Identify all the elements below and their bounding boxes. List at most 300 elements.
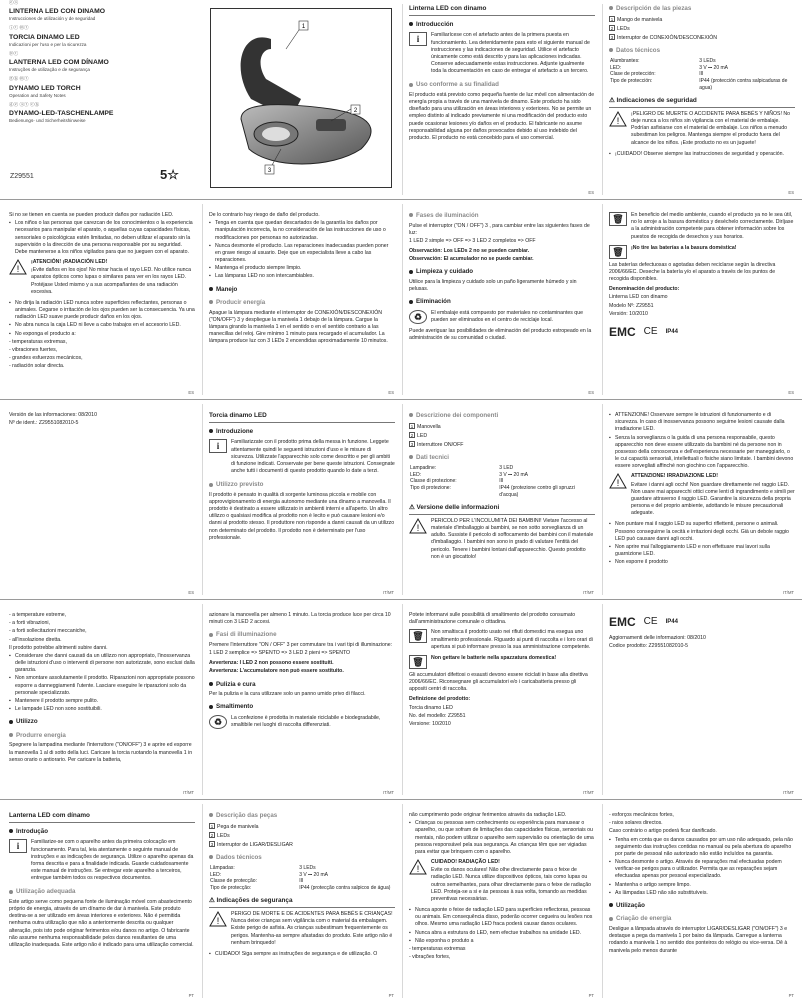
it-version-line: Aggiornamenti delle informazioni: 08/2010 [609, 634, 706, 641]
es-operation-column [204, 200, 400, 399]
table-row [209, 885, 395, 892]
it-led-warn-title: ATTENZIONE! IRRADIAZIONE LED! [631, 473, 718, 480]
cover-title-it: TORCIA DINAMO LED [9, 33, 80, 41]
pt-seg-heading-text: Indicações de segurança [216, 897, 293, 905]
it-tec-heading [409, 454, 595, 463]
part-number-box: 2 [410, 432, 414, 438]
table-row [409, 478, 595, 485]
page-lang-tag: ES [188, 590, 194, 596]
it-disp-top: Potete informarvi sulle possibilità di smaltimento del prodotto consumato dall'amministrazione comunale o cittadina. [409, 612, 576, 626]
pt-usage-bullet: ▪ Nunca desmonte o artigo. Através de reparações mal efectuadas podem verificar-se perigos para o utilizador. Permita que as reparações sejam efectuadas apenas por pessoal especializado. [609, 859, 795, 881]
page-lang-tag: IT/MT [783, 590, 794, 596]
es-op-bullet: ▪ Mantenga el producto siempre limpio. [209, 265, 395, 272]
es-led-warn-text: ¡Evite daños en los ojos! No mirar hacia el rayo LED. No utilice nunca aparatos ópticos como lupas o similares para ver en los rayos LED. Protéjase Usted mismo y a sus acompañantes de una radiación excesiva. [31, 267, 192, 295]
it-safety-column [604, 400, 800, 599]
es-den-title: Denominación del producto: [609, 286, 680, 293]
it-led-warn [609, 473, 795, 518]
bullet-dot-icon [409, 270, 413, 274]
pt-tec-heading-text: Dados técnicos [216, 854, 262, 862]
part-label: LED [417, 432, 428, 439]
exposure-item: - vibrações fortes, [409, 954, 451, 961]
cert-marks [609, 324, 795, 341]
it-avv-1: Avvertenza: I LED 2 non possono essere sostituiti. [209, 660, 334, 667]
page-lang-tag: IT/MT [383, 790, 394, 796]
it-safety-bullet: ▪ ATTENZIONE! Osservare sempre le istruzioni di funzionamento e di sicurezza. In caso di inosservanza possono seguirne lesioni causate dalla irradiazione LED. [609, 412, 795, 434]
pt-safety-bullet: ▪ Nunca aponte o feixe de radiação LED para superfícies reflectoras, pessoas ou animais. Em consequência disso, poderão ocorrer cegueira ou lesões nos olhos. Mesmo uma radiação LED fraca poderá causar danos oculares. [409, 907, 595, 929]
pt-led-warn-body [431, 859, 595, 904]
tech-key: Tipo di protezione: [410, 485, 451, 492]
it-fasi-heading [209, 631, 395, 640]
es-limp-heading [409, 268, 595, 277]
es-desc-heading [609, 5, 795, 14]
it-parts-column [404, 400, 600, 599]
pt-usage-bullet: ▪ As lâmpadas LED não são substituíveis. [609, 890, 795, 897]
es-op-bullet: ▪ Las lámparas LED no son intercambiables. [209, 273, 395, 280]
exposure-item: - grandes esfuerzos mecánicos, [9, 355, 83, 362]
pt-caution-text: ▪ CUIDADO! Siga sempre as instruções de segurança e de utilização. O [209, 951, 395, 958]
es-op-bullet: ▪ Nunca desmonte el producto. Las reparaciones inadecuadas pueden poner en grave riesgo al usuario. Deje que un especialista lleve a cabo las reparaciones. [209, 243, 395, 265]
it-inf-heading [409, 504, 595, 515]
bullet-dot-icon [409, 300, 413, 304]
column-divider [402, 4, 403, 195]
it-uso-text: Il prodotto è pensato in qualità di sorgente luminosa piccola e mobile con approvvigionamento di energia autonomo mediante una dinamo a manovella. Il prodotto è destinato a essere utilizzato in ambienti interni e all'aperto. Un altro utilizzo o qualsiasi modifica al prodotto non è lecito e può causare lesioni e/o danni al prodotto stesso. Il produttore non risponde a danni causati da un utilizzo non determinato del prodotto. Il prodotto non è determinato per l'uso professionale. [209, 491, 395, 541]
it-tech-table [409, 465, 595, 499]
info-book-icon: i [209, 439, 227, 453]
table-row [609, 58, 795, 65]
svg-text:!: ! [16, 264, 20, 275]
bullet-dot-icon [209, 429, 213, 433]
es-env-box [609, 212, 795, 242]
it-uti-heading [9, 718, 195, 727]
part-label: Manovella [417, 423, 441, 430]
pt-safety-top: não cumprimento pode originar ferimentos através da radiação LED. [409, 812, 567, 818]
bullet-dot-icon [9, 890, 13, 894]
tech-value: 3 V ⎓ 20 mA [699, 64, 728, 71]
it-prod-heading-text: Produrre energia [16, 731, 66, 739]
cover-sub-es: Instrucciones de utilización y de seguridad [9, 16, 96, 22]
dynamo-torch-drawing [211, 9, 391, 187]
it-pul-text: Per la pulizia e la cura utilizzare solo un panno umido privo di filacci. [209, 691, 366, 698]
recycle-icon: ♻ [209, 715, 227, 729]
page-lang-tag: PT [188, 993, 194, 999]
crossed-bin-icon: 🗑 [409, 655, 427, 669]
es-parts-column [604, 0, 800, 199]
tech-key: Tipo de protecção: [210, 885, 252, 892]
info-book-icon: i [409, 32, 427, 46]
es-tech-table [609, 58, 795, 92]
it-intro-heading-text: Introduzione [216, 427, 254, 435]
crossed-bin-icon: 🗑 [609, 212, 627, 226]
bullet-dot-icon [209, 705, 213, 709]
es-fases-heading [409, 212, 595, 221]
pt-warn-box [209, 911, 395, 948]
it-prod-text: Spegnere la lampadina mediante l'interruttore ("ON/OFF") 3 e aprire ed esporre la manovella 1 al di sotto della luci. Caricare la torcia ruotando la manovella 1 in senso orario o antiorario. Per caricare la batteria, [9, 742, 193, 763]
warning-triangle-icon: ⚠ [409, 504, 417, 512]
part-row [209, 832, 395, 840]
part-row [209, 823, 395, 831]
es-limp-text: Utilice para la limpieza y cuidado solo un paño ligeramente húmedo y sin pelusas. [409, 278, 577, 293]
column-divider [402, 404, 403, 595]
page-lang-tag: ES [588, 190, 594, 196]
part-number-box: 1 [410, 423, 414, 429]
it-tec-heading-text: Dati tecnici [416, 454, 450, 462]
bullet-dot-icon [209, 633, 213, 637]
column-divider [202, 604, 203, 795]
tech-key: Alumbrantes: [610, 57, 640, 64]
column-divider [602, 204, 603, 395]
page-lang-tag: IT/MT [183, 790, 194, 796]
pt-manual-title: Lanterna LED com dínamo [9, 812, 195, 823]
pt-intro-heading-text: Introdução [16, 827, 48, 835]
page-lang-tag: PT [788, 993, 794, 999]
es-desc-heading-text: Descripción de las piezas [616, 5, 692, 12]
cover-title-de: DYNAMO-LED-TASCHENLAMPE [9, 110, 114, 118]
star-burst-icon: ☆ [167, 167, 179, 182]
table-row [209, 872, 395, 879]
page-row-4 [0, 600, 802, 800]
table-row [609, 71, 795, 78]
it-desc-heading-text: Descrizione dei componenti [416, 412, 499, 419]
pt-seg-heading [209, 897, 395, 908]
bullet-dot-icon [409, 455, 413, 459]
exposure-item: - a temperature estreme, [9, 612, 67, 618]
it-exposure-tail: Il prodotto potrebbe altrimenti subire danni. [9, 644, 108, 651]
page-row-3 [0, 400, 802, 600]
it-intro-heading [209, 428, 395, 437]
es-elim-heading-text: Eliminación [416, 298, 451, 306]
it-bat-text: Gli accumulatori difettosi o esausti devono essere riciclati in base alla direttiva 2006/66/EC. Riconsegnare gli accumulatori e/o i caricabatteria presso gli appositi centri di raccolta. [409, 671, 588, 693]
pt-tech-table [209, 865, 395, 893]
tech-value: 3 V ⎓ 20 mA [299, 871, 328, 878]
it-fasi-heading-text: Fasi di illuminazione [216, 631, 277, 639]
bullet-dot-icon [409, 22, 413, 26]
cert-marks [609, 614, 795, 631]
page-lang-tag: IT/MT [783, 790, 794, 796]
pt-cri-text: Desligue a lâmpada através do interruptor LIGAR/DESLIGAR ("ON/OFF") 3 e destaque a pega da manivela 1 por baixo da lâmpada. Carregue a lanterna rodando a manivela 1 no sentido dos ponteiros do relógio ou vice-versa. Dê à manivela pelo menos durante [609, 925, 788, 954]
svg-text:!: ! [416, 522, 420, 533]
it-manual-title: Torcia dinamo LED [209, 412, 395, 423]
page-five-number: 5 [160, 167, 168, 182]
es-den-line: Modelo Nº: Z29551 [609, 302, 654, 309]
pt-cri-heading-text: Criação de energia [616, 915, 672, 923]
warning-triangle-icon [609, 473, 627, 489]
es-den-line: Linterna LED con dinamo [609, 294, 668, 301]
page-row-1 [0, 0, 802, 200]
callout-1-label: 1 [301, 24, 306, 30]
it-safety-bullet: ▪ Non aprire mai l'alloggiamento LED e non effettuare mai lavori sulla guarnizione LED. [609, 544, 795, 558]
page-lang-tag: ES [788, 390, 794, 396]
column-divider [602, 4, 603, 195]
es-fases-heading-text: Fases de iluminación [416, 212, 479, 219]
it-safety-bullet: ▪ Senza la sorveglianza o la guida di una persona responsabile, questo apparecchio non deve essere utilizzato da bambini né da persone non in possesso della conoscenza e dell'esperienza necessarie per maneggiarlo, o le cui capacità sensoriali, intellettuali o fisiche siano limitate. I bambini devono essere sorvegliati affinché non giochino con l'apparecchio. [609, 435, 795, 471]
page-lang-tag: ES [388, 390, 394, 396]
it-usage-column [4, 600, 200, 799]
es-tec-heading-text: Datos técnicos [616, 47, 661, 55]
es-led-warn-body [31, 259, 195, 297]
pt-led-warn-text: Evite os danos oculares! Não olhe directamente para o feixe de radiação LED. Nunca utilize dispositivos ópticos, tais como lupas ou outros semelhantes, para olhar directamente para o feixe de radiação LED. Proteja-se a si e às pessoas à sua volta, tomando as medidas preventivas necessárias. [431, 867, 592, 902]
tech-value: 3 LEDs [299, 864, 316, 871]
column-divider [602, 604, 603, 795]
page-lang-tag: IT/MT [383, 590, 394, 596]
info-book-icon: i [9, 839, 27, 853]
it-led-warn-body [631, 473, 795, 518]
page-lang-tag: ES [588, 390, 594, 396]
part-label: Interruptor de CONEXIÓN/DESCONEXIÓN [617, 34, 718, 41]
cover-title-es: LINTERNA LED CON DINAMO [9, 8, 106, 16]
pt-intro-text: Familiarize-se com o aparelho antes da primeira colocação em funcionamento. Para tal, leia atentamente o seguinte manual de instruções e as indicações de segurança. Utilize o aparelho apenas da forma descrita e para a finalidade indicada. Guarde cuidadosamente este manual de instruções. Se entregar este aparelho a terceiros, entregue também todos os respectivos documentos. [31, 839, 194, 882]
es-warn-text: ¡PELIGRO DE MUERTE O ACCIDENTE PARA BEBÉS Y NIÑOS! No deje nunca a los niños sin vigilancia con el material de embalaje. Podrían asfixiarse con el material de embalaje. Los niños a menudo subestiman los peligros. Mantenga siempre el producto fuera del alcance de los niños. ¡Este producto no es un juguete! [631, 110, 791, 146]
part-number-box: 2 [610, 25, 614, 31]
es-caution-text: ▪ ¡CUIDADO! Observe siempre las instrucciones de seguridad y operación. [609, 151, 795, 158]
it-disposal-column [404, 600, 600, 799]
it-den-line: No. del modello: Z29551 [409, 712, 466, 719]
warning-triangle-icon: ⚠ [609, 97, 617, 105]
page-lang-tag: IT/MT [583, 590, 594, 596]
es-elim-extra: Puede averiguar las posibilidades de eliminación del producto estropeado en la administración de su comunidad o ciudad. [409, 328, 592, 342]
lang-icons-de: ⓓⓔ ⓐⓣ ⓒⓗ [9, 101, 40, 107]
bullet-dot-icon [409, 213, 413, 217]
es-uso-text: El producto está previsto como pequeña fuente de luz móvil con alimentación de energía propia a través de una manivela de dinamo. Este producto ha sido diseñado para una utilización en áreas interiores y exteriores. No se permite un empleo distinto al indicado previamente ni una modificación del producto esto puede ocasionar lesiones y/o daños en el producto. El fabricante no asume responsabilidad alguna por daños provocados debido al uso indebido del producto. El producto no está concebido para el uso comercial. [409, 91, 595, 141]
es-limp-heading-text: Limpieza y cuidado [416, 268, 474, 276]
it-den-line: Torcia dinamo LED [409, 704, 453, 711]
part-label: LEDs [217, 832, 230, 839]
table-row [409, 485, 595, 499]
tech-key: Tipo de protección: [610, 78, 653, 85]
es-safety-bullet: ▪ No dirija la radiación LED nunca sobre superficies reflectantes, personas o animales. Cegarse o irritación de los ojos pueden ser la consecuencia. Ya una radiación LED suave puede producir daños en los ojos. [9, 300, 195, 322]
pt-parts-column [204, 800, 400, 1002]
it-fasi-text: Premere l'interruttore "ON / OFF" 3 per commutare tra i vari tipi di illuminazione: [209, 641, 393, 648]
tech-key: Lampadine: [410, 464, 437, 471]
column-divider [202, 804, 203, 998]
pt-intro-heading [9, 828, 195, 837]
es-prod-heading [209, 299, 395, 308]
es-warn-box [609, 111, 795, 148]
it-den-title: Definizione del prodotto: [409, 696, 471, 703]
callout-3-label: 3 [267, 168, 272, 174]
cover-title-gb: DYNAMO LED TORCH [9, 84, 81, 92]
pt-uti-text: Este artigo serve como pequena fonte de iluminação móvel com abastecimento próprio de energia, através de um dínamo de dar à manivela. Este produto destina-se a ser utilizado em áreas interiores e exteriores. Não é permitida nenhuma outra utilização que não a anteriormente descrita ou qualquer alteração, pois isto pode originar ferimentos e/ou danos no artigo. O fabricante não assume nenhuma responsabilidade pelos danos resultantes de uma utilização inadequada. Este artigo não é indicado para uma utilização comercial. [9, 898, 194, 948]
page-lang-tag: ES [788, 190, 794, 196]
es-bat-box [609, 245, 795, 259]
part-row [409, 441, 595, 449]
exposure-item: - all'insolazione diretta. [9, 636, 62, 643]
pt-safety-bullet: ▪ Crianças ou pessoas sem conhecimento ou experiência para manusear o aparelho, ou que sofram de limitações das capacidades físicas, sensoriais ou mentais, não podem utilizar o aparelho sem supervisão ou orientação de uma pessoa responsável pela sua segurança. As crianças têm que ser vigiadas para evitar que brinquem com o aparelho. [409, 820, 595, 856]
svg-text:!: ! [616, 115, 620, 126]
tech-key: Lâmpadas: [210, 864, 235, 871]
lang-icons-it: ⓘⓣ ⓜⓣ [9, 25, 29, 31]
ip-rating: IP44 [665, 619, 678, 626]
cover-title-pt: LANTERNA LED COM DÍNAMO [9, 59, 109, 67]
emc-mark: EMC [609, 615, 636, 629]
part-number-box: 3 [610, 34, 614, 40]
it-safety-bullet: ▪ Non esporre il prodotto [609, 559, 795, 566]
it-led-warn-text: Evitare i danni agli occhi! Non guardare direttamente nel raggio LED. Non usare mai apparecchi ottici come lenti di ingrandimento e simili per guardare attraverso il raggio LED. Garantire la sicurezza della propria persona e del proprio ambiente, adottando le misure precauzionali adeguate. [631, 481, 795, 517]
tech-key: LED: [610, 64, 622, 71]
bullet-dot-icon [409, 83, 413, 87]
table-row [609, 78, 795, 92]
bullet-dot-icon [609, 6, 613, 10]
part-label: Interruttore ON/OFF [417, 441, 464, 448]
table-row [209, 865, 395, 872]
page-lang-tag: PT [588, 993, 594, 999]
pt-warn-text: PERIGO DE MORTE E DE ACIDENTES PARA BEBÉS E CRIANÇAS! Nunca deixe crianças sem vigilância com o material da embalagem. Existe perigo de asfixia. As crianças subestimam frequentemente os perigos. Mantenha-as sempre afastadas do produto. Este artigo não é nenhum brinquedo! [231, 911, 393, 946]
es-safety-bullet: ▪ No exponga el producto a: [9, 331, 195, 338]
table-row [209, 878, 395, 885]
it-usage-bullet: ▪ Non smontare assolutamente il prodotto. Riparazioni non appropriate possono esporre a danneggiamenti l'utente. Lasciare eseguire le riparazioni solo da personale specializzato. [9, 675, 195, 697]
es-intro-heading [409, 21, 595, 30]
column-divider [402, 804, 403, 998]
es-prod-heading-text: Producir energía [216, 299, 266, 307]
it-usage-bullet: ▪ Considerare che danni causati da un utilizzo non appropriato, l'inosservanza delle istruzioni d'uso o interventi di persone non autorizzate, sono esclusi dalla garanzia. [9, 653, 195, 675]
bullet-dot-icon [9, 720, 13, 724]
tech-value: 3 LED [499, 464, 514, 471]
bullet-dot-icon [609, 903, 613, 907]
pt-led-warn-title: CUIDADO! RADIAÇÃO LED! [431, 859, 500, 866]
it-usage-bullet: ▪ Le lampade LED non sono sostituibili. [9, 706, 195, 713]
part-label: Mango de manivela [617, 16, 663, 23]
it-intro-text: Familiarizzate con il prodotto prima della messa in funzione. Leggete attentamente quindi le seguenti istruzioni d'uso e le misure di sicurezza. Utilizzate l'apparecchio solo come descritto e per gli ambiti di funzione indicati. Conservate per bene queste istruzioni. Consegnate anche tutti i documenti di questo prodotto quando lo date a terzi. [231, 439, 395, 475]
part-number-box: 2 [210, 832, 214, 838]
exposure-item: - vibraciones fuertes, [9, 346, 58, 353]
exposure-item: - esforços mecânicos fortes, [609, 812, 674, 818]
it-env-box [409, 629, 595, 652]
part-label: LEDs [617, 25, 630, 32]
it-intro-column [204, 400, 400, 599]
it-sma-heading-text: Smaltimento [216, 703, 254, 711]
pt-tec-heading [209, 854, 395, 863]
exposure-item: - a forti vibrazioni, [9, 620, 50, 627]
column-divider [202, 404, 203, 595]
page-lang-tag: ES [188, 390, 194, 396]
it-version-column [604, 600, 800, 799]
es-safety-line: Si no se tienen en cuenta se pueden producir daños por radiación LED. [9, 212, 174, 218]
it-inf-heading-text: Versione delle informazioni [416, 504, 500, 512]
bullet-dot-icon [9, 733, 13, 737]
es-env-text: En beneficio del medio ambiente, cuando el producto ya no le sea útil, no lo arroje a la basura doméstica y deséchelo correctamente. Diríjase a la administración competente para obtener información sobre los puestos de recogida de desechos y sus horarios. [631, 212, 794, 240]
tech-key: LED: [410, 471, 422, 478]
es-manejo-heading-text: Manejo [216, 285, 238, 293]
es-led-warn [9, 259, 195, 297]
it-warn-text: PERICOLO PER L'INCOLUMITÀ DEI BAMBINI! Vietare l'accesso al materiale d'imballaggio ai bambini, se non sotto sorveglianza di un adulto. Sussiste il pericolo di soffocamento dei bambini con il materiale d'imballaggio. I bambini non sono in grado di valutare l'entità del pericolo. Tenere i bambini lontani dall'apparecchio. Questo prodotto non è un giocattolo! [431, 517, 594, 560]
ip-rating: IP44 [665, 329, 678, 336]
bullet-dot-icon [209, 287, 213, 291]
pt-safety-bullet: ▪ Nunca abra a estrutura do LED, nem efectue trabalhos na unidade LED. [409, 930, 595, 937]
es-version-column [4, 400, 200, 599]
page-row-2 [0, 200, 802, 400]
es-bat-title: ¡No tire las baterías a la basura doméstica! [631, 244, 737, 251]
it-env-text: Non smaltisca il prodotto usato nei rifiuti domestici ma esegua uno smaltimento professionale. Riguardo ai punti di raccolta e i loro orari di apertura si può informare presso la sua amministrazione competente. [431, 629, 593, 650]
es-intro-box [409, 32, 595, 76]
es-version-line: Nº de ident.: Z29551082010-5 [9, 420, 79, 427]
warning-triangle-icon [409, 859, 427, 875]
it-pul-heading-text: Pulizia e cura [216, 680, 256, 688]
exposure-item: - a forti sollecitazioni meccaniche, [9, 628, 87, 635]
pt-led-warn [409, 859, 595, 904]
es-safety-column [4, 200, 200, 399]
pt-usage-bullet: ▪ Mantenha o artigo sempre limpo. [609, 882, 795, 889]
cover-sub-it: Indicazioni per l'uso e per la sicurezza [9, 41, 87, 47]
tech-key: Classe di protezione: [410, 478, 457, 485]
it-prod-heading [9, 732, 195, 741]
bullet-dot-icon [209, 682, 213, 686]
pt-usage-bullet: ▪ Tenha em conta que os danos causados por um uso não adequado, pela não seguimento das instruções contidas no manual ou pela abertura do aparelho por parte de pessoal não autorizado não estão incluídos na garantia. [609, 837, 795, 859]
es-version-line: Versión de las informaciones: 08/2010 [9, 412, 97, 418]
tech-value: IP44 (protezione contro gli spruzzi d'acqua) [499, 485, 575, 499]
tech-value: III [499, 478, 504, 485]
lang-icons-pt: ⓟⓣ [9, 50, 19, 56]
page-lang-tag: IT/MT [583, 790, 594, 796]
crossed-bin-icon: 🗑 [409, 629, 427, 643]
es-elim-text: El embalaje está compuesto por materiales no contaminantes que pueden ser eliminados en el centro de reciclaje local. [431, 309, 583, 324]
it-warn-box [409, 518, 595, 562]
it-usage-bullet: ▪ Mantenere il prodotto sempre pulito. [9, 698, 195, 705]
part-number-box: 1 [610, 16, 614, 22]
tech-key: LED: [210, 871, 222, 878]
column-divider [402, 204, 403, 395]
es-manual-title: Linterna LED con dinamo [409, 5, 595, 16]
es-seg-heading-text: Indicaciones de seguridad [616, 97, 697, 105]
tech-value: IP44 (protecção contra salpicos de água) [299, 885, 391, 892]
column-divider [202, 204, 203, 395]
pt-uti-heading [609, 902, 795, 911]
it-desc-heading [409, 412, 595, 421]
it-intro-box [209, 439, 395, 476]
warning-triangle-icon [409, 518, 427, 534]
tech-value: 3 V ⎓ 20 mA [499, 471, 528, 478]
part-row [609, 16, 795, 24]
it-pul-heading [209, 681, 395, 690]
product-code: Z29551 [10, 173, 34, 180]
tech-value: 3 LEDs [699, 57, 716, 64]
it-version-line: Codice prodotto: Z29551082010-5 [609, 642, 689, 649]
crossed-bin-icon: 🗑 [609, 245, 627, 259]
tech-value: IP44 (protección contra salpicaduras de agua) [699, 78, 788, 92]
es-manejo-heading [209, 286, 395, 295]
table-row [409, 465, 595, 472]
es-led-warn-title: ¡ATENCIÓN! ¡RADIACIÓN LED! [31, 259, 108, 266]
callout-2-label: 2 [353, 108, 358, 114]
table-row [409, 472, 595, 479]
pt-uti-heading [9, 888, 195, 897]
svg-text:!: ! [416, 864, 420, 875]
bullet-dot-icon [409, 413, 413, 417]
es-op-top: De lo contrario hay riesgo de daño del producto. [209, 212, 320, 218]
tech-key: Classe de protecção: [210, 878, 257, 885]
pt-safety-column [404, 800, 600, 1002]
pt-cri-heading [609, 915, 795, 924]
pt-intro-column [4, 800, 200, 1002]
it-sma-box [209, 715, 395, 730]
column-divider [402, 604, 403, 795]
column-divider [602, 404, 603, 595]
svg-text:!: ! [616, 478, 620, 489]
pt-intro-box [9, 839, 195, 883]
es-elim-box [409, 310, 595, 325]
part-number-box: 3 [210, 841, 214, 847]
es-phases-column [404, 200, 600, 399]
pt-usage-column [604, 800, 800, 1002]
pt-safety-bullet: ▪ Não exponha o produto a [409, 938, 595, 945]
es-fases-text: Pulse el interruptor ("ON / OFF") 3 , para cambiar entre las siguientes fases de luz: [409, 222, 590, 236]
part-row [609, 34, 795, 42]
cover-sub-de: Bedienungs- und Sicherheitshinweise [9, 118, 86, 124]
es-op-bullet: ▪ Tenga en cuenta que quedan descartados de la garantía los daños por manipulación incorrecta, la no consideración de las instrucciones de uso o modificaciones por personas no autorizadas. [209, 220, 395, 242]
table-row [609, 65, 795, 72]
it-avv-2: Avvertenza: L'accumulatore non può essere sostituito. [209, 668, 344, 675]
es-safety-bullet: ▪ Los niños o las personas que carezcan de los conocimientos o la experiencia necesarios para manipular el aparato, o aquellas cuyas capacidades físicas, sensoriales o psicológicas estén limitadas, no deben utilizar el aparato sin la supervisión o la dirección de una persona responsable por su seguridad. Debe mantenerse a los niños vigilados para que no jueguen con el aparato. [9, 220, 195, 256]
pt-uti-heading-text: Utilização [616, 901, 645, 909]
es-intro-column [404, 0, 600, 199]
